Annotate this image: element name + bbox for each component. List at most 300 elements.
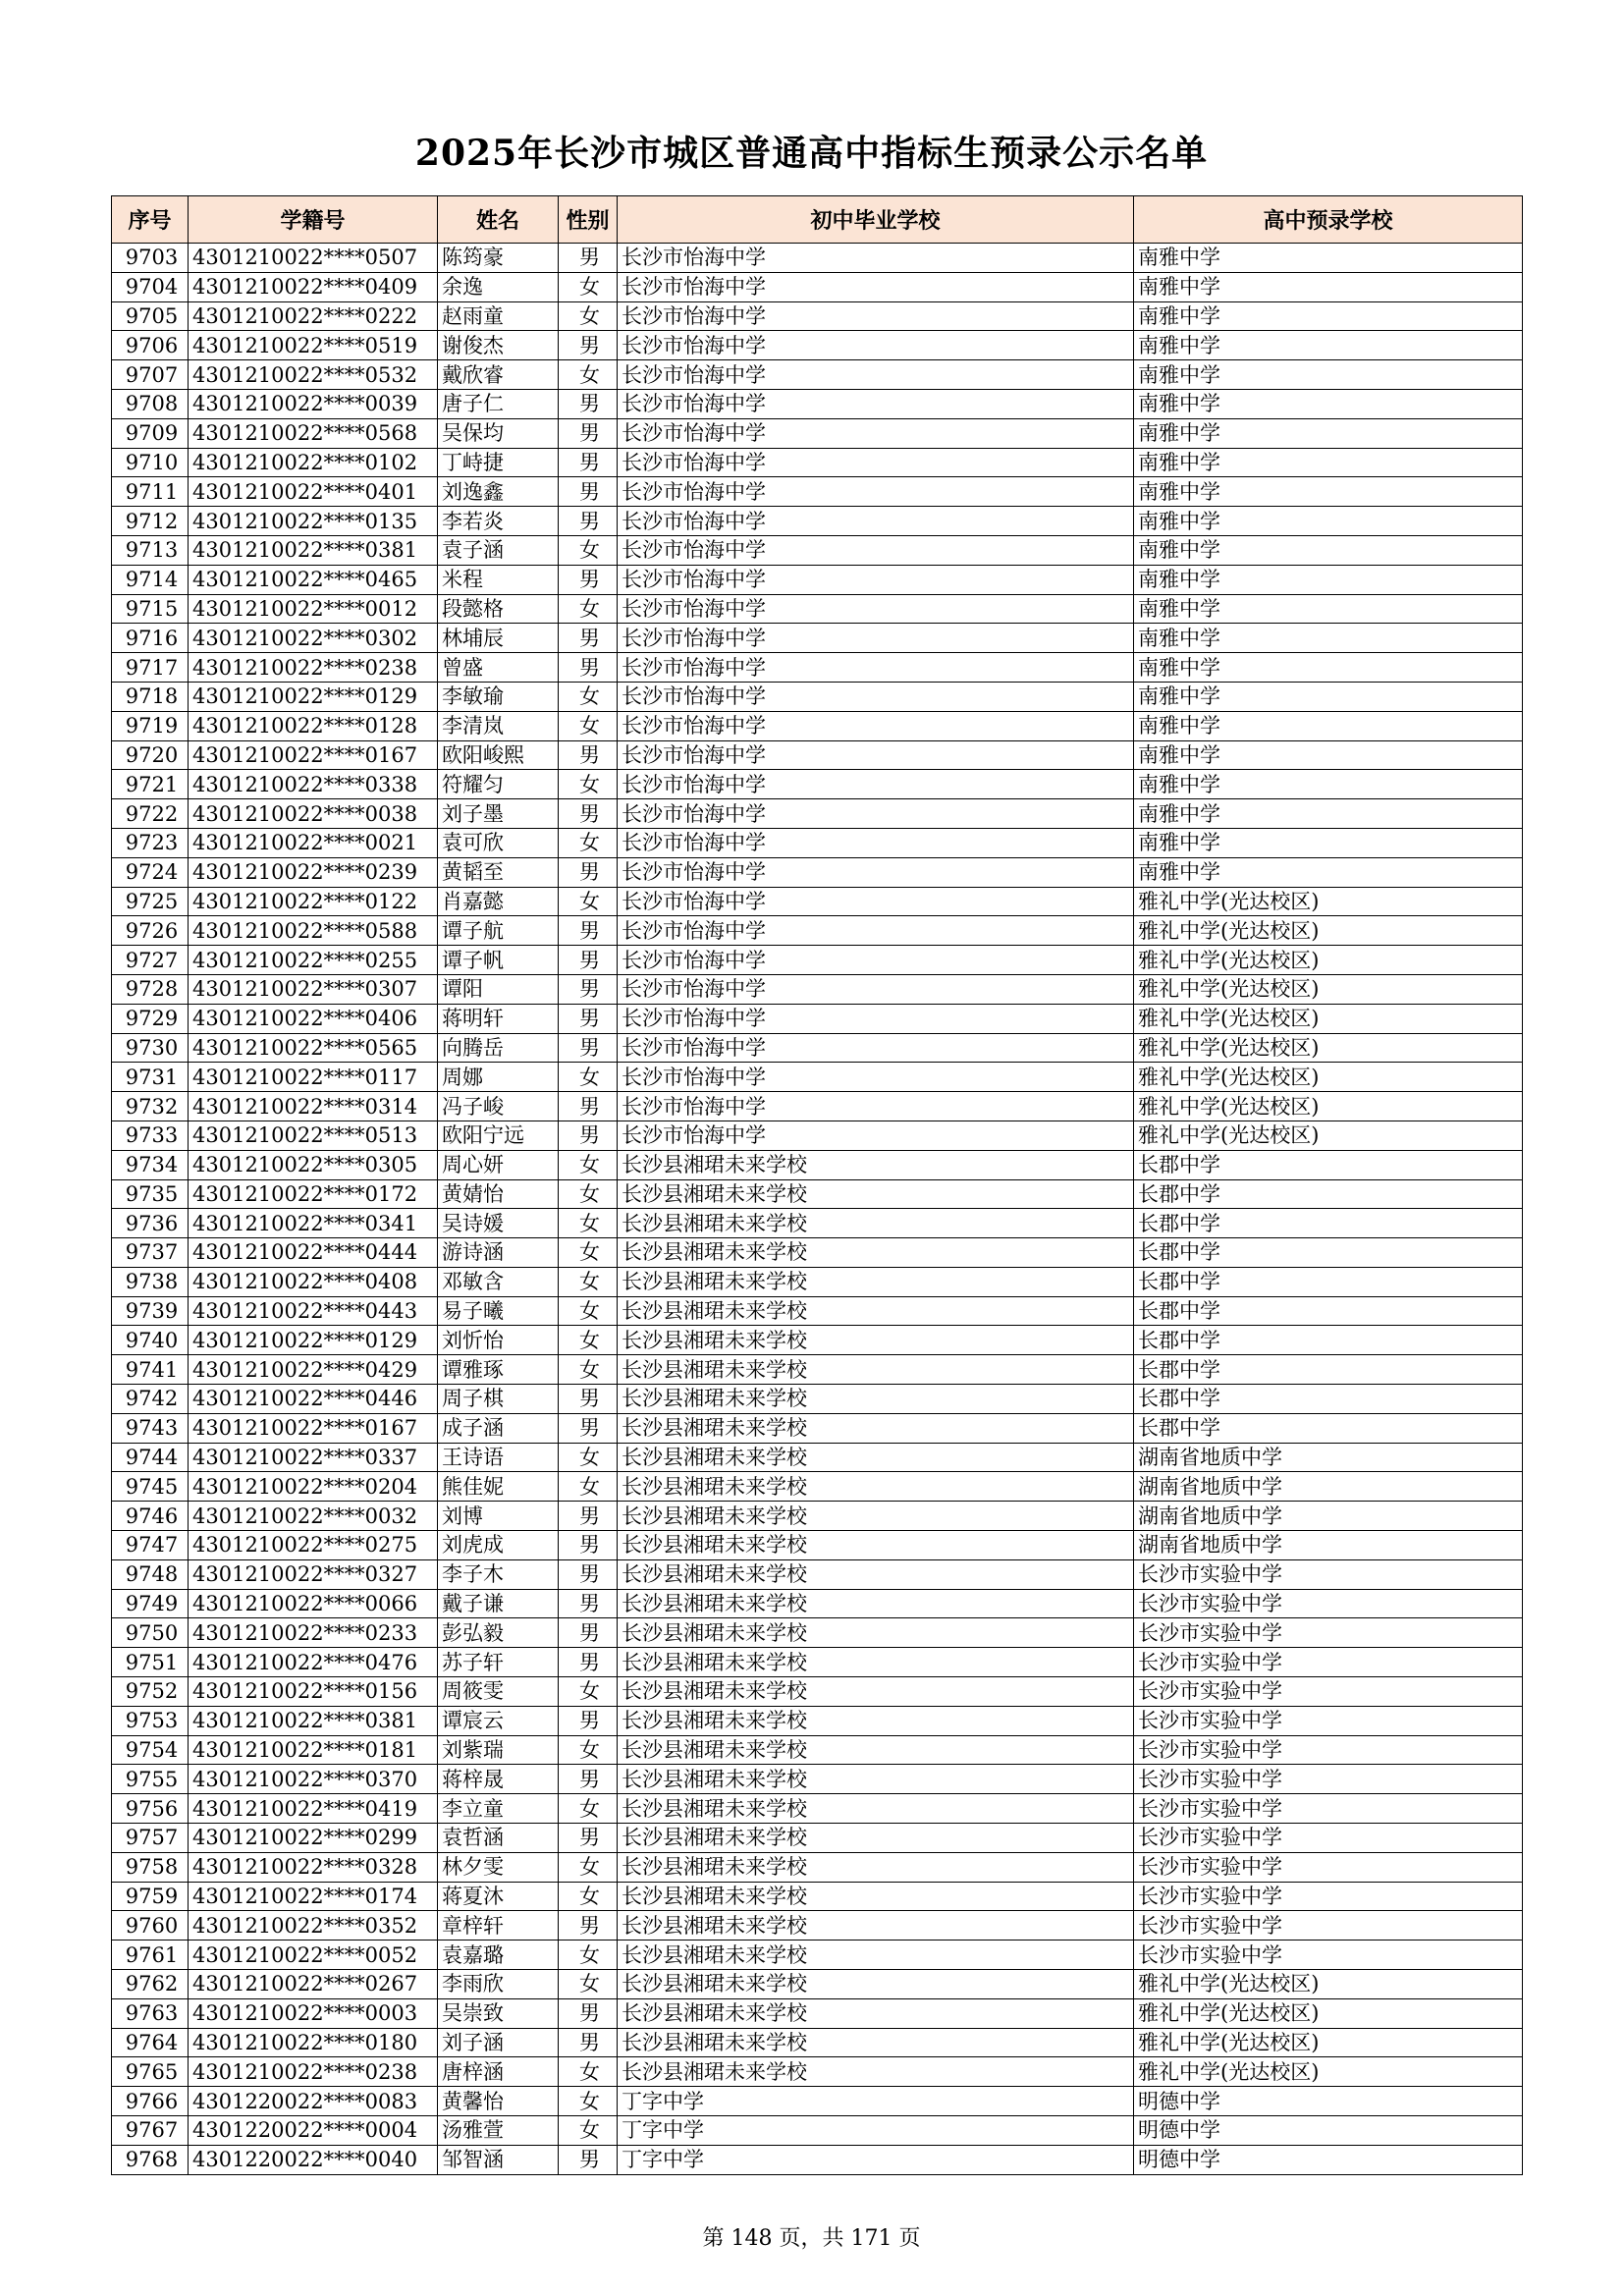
cell-senior-school: 雅礼中学(光达校区) (1134, 1063, 1523, 1092)
cell-senior-school: 长郡中学 (1134, 1296, 1523, 1326)
cell-senior-school: 长沙市实验中学 (1134, 1882, 1523, 1911)
cell-seq: 9753 (112, 1706, 189, 1735)
header-student-id: 学籍号 (189, 196, 438, 244)
cell-gender: 女 (559, 1443, 618, 1472)
cell-name: 陈筠豪 (438, 244, 559, 273)
cell-gender: 女 (559, 1852, 618, 1882)
cell-name: 袁子涵 (438, 535, 559, 565)
cell-gender: 男 (559, 1648, 618, 1677)
cell-junior-school: 长沙县湘珺未来学校 (618, 1413, 1134, 1443)
cell-seq: 9744 (112, 1443, 189, 1472)
cell-seq: 9720 (112, 740, 189, 770)
cell-senior-school: 雅礼中学(光达校区) (1134, 1121, 1523, 1150)
cell-senior-school: 南雅中学 (1134, 857, 1523, 887)
cell-seq: 9759 (112, 1882, 189, 1911)
cell-seq: 9763 (112, 1998, 189, 2028)
cell-student-id: 4301210022****0238 (189, 2057, 438, 2087)
cell-junior-school: 长沙县湘珺未来学校 (618, 1238, 1134, 1268)
cell-gender: 女 (559, 1677, 618, 1707)
cell-seq: 9718 (112, 682, 189, 711)
cell-seq: 9733 (112, 1121, 189, 1150)
cell-gender: 女 (559, 594, 618, 624)
cell-gender: 男 (559, 740, 618, 770)
cell-name: 刘子涵 (438, 2028, 559, 2057)
cell-gender: 女 (559, 1794, 618, 1824)
cell-junior-school: 长沙市怡海中学 (618, 535, 1134, 565)
cell-gender: 女 (559, 2057, 618, 2087)
cell-junior-school: 长沙县湘珺未来学校 (618, 1765, 1134, 1794)
cell-seq: 9712 (112, 507, 189, 536)
cell-student-id: 4301210022****0507 (189, 244, 438, 273)
cell-junior-school: 长沙县湘珺未来学校 (618, 1209, 1134, 1238)
table-row (112, 1296, 1523, 1326)
table-row (112, 1941, 1523, 1970)
cell-junior-school: 长沙县湘珺未来学校 (618, 1998, 1134, 2028)
cell-junior-school: 长沙县湘珺未来学校 (618, 1618, 1134, 1648)
cell-gender: 男 (559, 1618, 618, 1648)
cell-gender: 女 (559, 1941, 618, 1970)
cell-student-id: 4301210022****0465 (189, 565, 438, 594)
cell-senior-school: 明德中学 (1134, 2116, 1523, 2146)
cell-gender: 男 (559, 946, 618, 975)
cell-gender: 男 (559, 2145, 618, 2174)
cell-student-id: 4301210022****0129 (189, 1326, 438, 1355)
cell-junior-school: 长沙市怡海中学 (618, 857, 1134, 887)
cell-senior-school: 长郡中学 (1134, 1385, 1523, 1414)
cell-gender: 女 (559, 2087, 618, 2116)
table-row (112, 1618, 1523, 1648)
cell-senior-school: 长郡中学 (1134, 1238, 1523, 1268)
cell-gender: 男 (559, 624, 618, 653)
cell-junior-school: 长沙市怡海中学 (618, 974, 1134, 1004)
cell-student-id: 4301210022****0039 (189, 389, 438, 418)
cell-gender: 男 (559, 1824, 618, 1853)
cell-gender: 女 (559, 1267, 618, 1296)
cell-student-id: 4301210022****0012 (189, 594, 438, 624)
cell-junior-school: 长沙县湘珺未来学校 (618, 1735, 1134, 1765)
cell-junior-school: 长沙县湘珺未来学校 (618, 1970, 1134, 1999)
table-row (112, 1765, 1523, 1794)
cell-student-id: 4301210022****0337 (189, 1443, 438, 1472)
cell-student-id: 4301210022****0102 (189, 448, 438, 477)
cell-name: 李若炎 (438, 507, 559, 536)
cell-senior-school: 南雅中学 (1134, 272, 1523, 301)
cell-senior-school: 湖南省地质中学 (1134, 1502, 1523, 1531)
cell-senior-school: 南雅中学 (1134, 799, 1523, 829)
cell-junior-school: 长沙县湘珺未来学校 (618, 1150, 1134, 1179)
cell-student-id: 4301210022****0204 (189, 1472, 438, 1502)
cell-seq: 9708 (112, 389, 189, 418)
cell-junior-school: 长沙市怡海中学 (618, 360, 1134, 390)
cell-name: 邓敏含 (438, 1267, 559, 1296)
cell-name: 吴崇致 (438, 1998, 559, 2028)
cell-senior-school: 明德中学 (1134, 2087, 1523, 2116)
cell-student-id: 4301210022****0117 (189, 1063, 438, 1092)
cell-seq: 9707 (112, 360, 189, 390)
cell-seq: 9709 (112, 418, 189, 448)
cell-senior-school: 南雅中学 (1134, 448, 1523, 477)
cell-gender: 男 (559, 1004, 618, 1033)
cell-junior-school: 长沙县湘珺未来学校 (618, 1531, 1134, 1560)
table-row (112, 1063, 1523, 1092)
cell-gender: 女 (559, 1326, 618, 1355)
cell-junior-school: 长沙县湘珺未来学校 (618, 1385, 1134, 1414)
cell-gender: 男 (559, 2028, 618, 2057)
table-row (112, 1794, 1523, 1824)
cell-senior-school: 湖南省地质中学 (1134, 1472, 1523, 1502)
cell-senior-school: 南雅中学 (1134, 389, 1523, 418)
cell-gender: 男 (559, 331, 618, 360)
table-row (112, 1121, 1523, 1150)
cell-name: 彭弘毅 (438, 1618, 559, 1648)
cell-gender: 男 (559, 1092, 618, 1121)
cell-junior-school: 长沙市怡海中学 (618, 828, 1134, 857)
cell-student-id: 4301210022****0129 (189, 682, 438, 711)
cell-name: 章梓轩 (438, 1911, 559, 1941)
cell-seq: 9742 (112, 1385, 189, 1414)
cell-junior-school: 长沙市怡海中学 (618, 887, 1134, 916)
cell-student-id: 4301210022****0128 (189, 711, 438, 740)
cell-name: 赵雨童 (438, 301, 559, 331)
cell-seq: 9711 (112, 477, 189, 507)
table-row (112, 331, 1523, 360)
header-senior-school: 高中预录学校 (1134, 196, 1523, 244)
cell-seq: 9719 (112, 711, 189, 740)
cell-name: 唐梓涵 (438, 2057, 559, 2087)
cell-student-id: 4301210022****0444 (189, 1238, 438, 1268)
cell-senior-school: 南雅中学 (1134, 565, 1523, 594)
cell-gender: 男 (559, 974, 618, 1004)
cell-senior-school: 雅礼中学(光达校区) (1134, 1970, 1523, 1999)
cell-senior-school: 长郡中学 (1134, 1150, 1523, 1179)
cell-junior-school: 长沙县湘珺未来学校 (618, 1911, 1134, 1941)
cell-seq: 9745 (112, 1472, 189, 1502)
cell-name: 谭宸云 (438, 1706, 559, 1735)
cell-junior-school: 长沙市怡海中学 (618, 301, 1134, 331)
table-row (112, 1238, 1523, 1268)
cell-seq: 9736 (112, 1209, 189, 1238)
cell-senior-school: 雅礼中学(光达校区) (1134, 887, 1523, 916)
table-row (112, 1824, 1523, 1853)
cell-student-id: 4301210022****0370 (189, 1765, 438, 1794)
cell-student-id: 4301210022****0275 (189, 1531, 438, 1560)
cell-name: 王诗语 (438, 1443, 559, 1472)
cell-student-id: 4301210022****0305 (189, 1150, 438, 1179)
cell-junior-school: 长沙市怡海中学 (618, 1063, 1134, 1092)
cell-student-id: 4301210022****0135 (189, 507, 438, 536)
cell-gender: 女 (559, 1150, 618, 1179)
cell-senior-school: 南雅中学 (1134, 711, 1523, 740)
table-row (112, 1413, 1523, 1443)
cell-student-id: 4301210022****0222 (189, 301, 438, 331)
cell-gender: 女 (559, 1355, 618, 1385)
cell-name: 周心妍 (438, 1150, 559, 1179)
table-row (112, 653, 1523, 683)
cell-gender: 男 (559, 1385, 618, 1414)
table-row (112, 1472, 1523, 1502)
cell-student-id: 4301210022****0302 (189, 624, 438, 653)
cell-senior-school: 湖南省地质中学 (1134, 1443, 1523, 1472)
cell-junior-school: 长沙市怡海中学 (618, 1033, 1134, 1063)
cell-seq: 9747 (112, 1531, 189, 1560)
cell-name: 刘子墨 (438, 799, 559, 829)
cell-name: 蒋梓晟 (438, 1765, 559, 1794)
cell-gender: 女 (559, 301, 618, 331)
cell-junior-school: 长沙市怡海中学 (618, 711, 1134, 740)
table-row (112, 448, 1523, 477)
cell-gender: 男 (559, 477, 618, 507)
cell-student-id: 4301210022****0255 (189, 946, 438, 975)
cell-student-id: 4301210022****0327 (189, 1559, 438, 1589)
table-row (112, 711, 1523, 740)
cell-seq: 9735 (112, 1179, 189, 1209)
cell-junior-school: 长沙市怡海中学 (618, 244, 1134, 273)
cell-name: 吴诗媛 (438, 1209, 559, 1238)
cell-junior-school: 长沙县湘珺未来学校 (618, 1648, 1134, 1677)
cell-senior-school: 长沙市实验中学 (1134, 1706, 1523, 1735)
cell-gender: 女 (559, 1238, 618, 1268)
cell-junior-school: 长沙县湘珺未来学校 (618, 1296, 1134, 1326)
cell-name: 谢俊杰 (438, 331, 559, 360)
cell-student-id: 4301220022****0040 (189, 2145, 438, 2174)
cell-student-id: 4301210022****0307 (189, 974, 438, 1004)
cell-name: 周筱雯 (438, 1677, 559, 1707)
cell-seq: 9737 (112, 1238, 189, 1268)
cell-senior-school: 雅礼中学(光达校区) (1134, 2057, 1523, 2087)
table-row (112, 535, 1523, 565)
cell-name: 李雨欣 (438, 1970, 559, 1999)
cell-student-id: 4301210022****0122 (189, 887, 438, 916)
cell-student-id: 4301220022****0004 (189, 2116, 438, 2146)
table-row (112, 1970, 1523, 1999)
cell-name: 肖嘉懿 (438, 887, 559, 916)
cell-senior-school: 南雅中学 (1134, 770, 1523, 799)
cell-student-id: 4301210022****0239 (189, 857, 438, 887)
table-row (112, 2116, 1523, 2146)
cell-junior-school: 长沙县湘珺未来学校 (618, 1179, 1134, 1209)
cell-name: 袁可欣 (438, 828, 559, 857)
cell-student-id: 4301210022****0174 (189, 1882, 438, 1911)
cell-junior-school: 长沙县湘珺未来学校 (618, 1443, 1134, 1472)
cell-senior-school: 湖南省地质中学 (1134, 1531, 1523, 1560)
table-row (112, 507, 1523, 536)
cell-seq: 9761 (112, 1941, 189, 1970)
cell-junior-school: 长沙县湘珺未来学校 (618, 1677, 1134, 1707)
cell-name: 刘博 (438, 1502, 559, 1531)
cell-name: 冯子峻 (438, 1092, 559, 1121)
cell-gender: 男 (559, 1502, 618, 1531)
cell-seq: 9713 (112, 535, 189, 565)
cell-name: 易子曦 (438, 1296, 559, 1326)
document-title: 2025年长沙市城区普通高中指标生预录公示名单 (414, 133, 1209, 174)
cell-senior-school: 南雅中学 (1134, 477, 1523, 507)
table-row (112, 1998, 1523, 2028)
cell-seq: 9717 (112, 653, 189, 683)
cell-senior-school: 长沙市实验中学 (1134, 1941, 1523, 1970)
cell-name: 欧阳峻熙 (438, 740, 559, 770)
cell-name: 林夕雯 (438, 1852, 559, 1882)
cell-junior-school: 长沙市怡海中学 (618, 1121, 1134, 1150)
cell-gender: 男 (559, 1033, 618, 1063)
cell-seq: 9743 (112, 1413, 189, 1443)
cell-name: 李立童 (438, 1794, 559, 1824)
table-row (112, 1385, 1523, 1414)
table-row (112, 389, 1523, 418)
table-row (112, 1531, 1523, 1560)
cell-gender: 男 (559, 1706, 618, 1735)
cell-name: 李子木 (438, 1559, 559, 1589)
cell-junior-school: 长沙县湘珺未来学校 (618, 1326, 1134, 1355)
cell-seq: 9727 (112, 946, 189, 975)
cell-student-id: 4301210022****0565 (189, 1033, 438, 1063)
table-row (112, 740, 1523, 770)
cell-student-id: 4301210022****0519 (189, 331, 438, 360)
cell-seq: 9723 (112, 828, 189, 857)
cell-name: 汤雅萱 (438, 2116, 559, 2146)
table-row (112, 887, 1523, 916)
cell-senior-school: 长沙市实验中学 (1134, 1824, 1523, 1853)
cell-seq: 9730 (112, 1033, 189, 1063)
cell-junior-school: 长沙县湘珺未来学校 (618, 1824, 1134, 1853)
cell-student-id: 4301210022****0021 (189, 828, 438, 857)
cell-name: 戴欣睿 (438, 360, 559, 390)
cell-student-id: 4301210022****0338 (189, 770, 438, 799)
cell-seq: 9704 (112, 272, 189, 301)
cell-name: 谭子航 (438, 916, 559, 946)
cell-gender: 女 (559, 711, 618, 740)
cell-student-id: 4301210022****0233 (189, 1618, 438, 1648)
cell-seq: 9746 (112, 1502, 189, 1531)
cell-seq: 9750 (112, 1618, 189, 1648)
cell-senior-school: 雅礼中学(光达校区) (1134, 1998, 1523, 2028)
cell-junior-school: 长沙市怡海中学 (618, 418, 1134, 448)
cell-seq: 9710 (112, 448, 189, 477)
cell-student-id: 4301210022****0328 (189, 1852, 438, 1882)
cell-student-id: 4301210022****0299 (189, 1824, 438, 1853)
cell-gender: 女 (559, 1063, 618, 1092)
cell-name: 余逸 (438, 272, 559, 301)
cell-student-id: 4301210022****0419 (189, 1794, 438, 1824)
cell-student-id: 4301220022****0083 (189, 2087, 438, 2116)
table-row (112, 360, 1523, 390)
cell-student-id: 4301210022****0066 (189, 1589, 438, 1618)
cell-junior-school: 长沙市怡海中学 (618, 1004, 1134, 1033)
cell-senior-school: 长郡中学 (1134, 1413, 1523, 1443)
cell-gender: 女 (559, 535, 618, 565)
cell-student-id: 4301210022****0003 (189, 1998, 438, 2028)
cell-senior-school: 长沙市实验中学 (1134, 1794, 1523, 1824)
cell-junior-school: 长沙市怡海中学 (618, 653, 1134, 683)
cell-student-id: 4301210022****0341 (189, 1209, 438, 1238)
cell-student-id: 4301210022****0314 (189, 1092, 438, 1121)
cell-gender: 男 (559, 565, 618, 594)
cell-seq: 9703 (112, 244, 189, 273)
cell-senior-school: 长沙市实验中学 (1134, 1911, 1523, 1941)
cell-junior-school: 长沙市怡海中学 (618, 916, 1134, 946)
cell-gender: 男 (559, 1559, 618, 1589)
cell-student-id: 4301210022****0267 (189, 1970, 438, 1999)
cell-seq: 9724 (112, 857, 189, 887)
cell-seq: 9757 (112, 1824, 189, 1853)
cell-senior-school: 南雅中学 (1134, 244, 1523, 273)
cell-senior-school: 雅礼中学(光达校区) (1134, 1092, 1523, 1121)
cell-seq: 9754 (112, 1735, 189, 1765)
table-row (112, 1911, 1523, 1941)
cell-seq: 9729 (112, 1004, 189, 1033)
cell-student-id: 4301210022****0588 (189, 916, 438, 946)
cell-senior-school: 长郡中学 (1134, 1355, 1523, 1385)
cell-student-id: 4301210022****0406 (189, 1004, 438, 1033)
page-footer: 第 148 页，共 171 页 (702, 2226, 921, 2251)
cell-name: 向腾岳 (438, 1033, 559, 1063)
cell-junior-school: 长沙市怡海中学 (618, 799, 1134, 829)
table-row (112, 1033, 1523, 1063)
cell-name: 苏子轩 (438, 1648, 559, 1677)
cell-student-id: 4301210022****0409 (189, 272, 438, 301)
table-row (112, 2057, 1523, 2087)
cell-senior-school: 长沙市实验中学 (1134, 1735, 1523, 1765)
cell-student-id: 4301210022****0352 (189, 1911, 438, 1941)
cell-student-id: 4301210022****0381 (189, 535, 438, 565)
cell-gender: 女 (559, 1209, 618, 1238)
table-row (112, 1150, 1523, 1179)
cell-student-id: 4301210022****0238 (189, 653, 438, 683)
cell-name: 欧阳宁远 (438, 1121, 559, 1150)
cell-student-id: 4301210022****0513 (189, 1121, 438, 1150)
cell-gender: 女 (559, 828, 618, 857)
cell-name: 周娜 (438, 1063, 559, 1092)
table-row (112, 244, 1523, 273)
cell-student-id: 4301210022****0167 (189, 1413, 438, 1443)
cell-name: 刘逸鑫 (438, 477, 559, 507)
cell-name: 刘紫瑞 (438, 1735, 559, 1765)
cell-gender: 女 (559, 1882, 618, 1911)
cell-name: 周子棋 (438, 1385, 559, 1414)
cell-gender: 女 (559, 1735, 618, 1765)
cell-name: 刘忻怡 (438, 1326, 559, 1355)
cell-gender: 男 (559, 244, 618, 273)
cell-name: 黄韬至 (438, 857, 559, 887)
cell-gender: 男 (559, 1413, 618, 1443)
cell-junior-school: 长沙市怡海中学 (618, 594, 1134, 624)
cell-seq: 9755 (112, 1765, 189, 1794)
cell-student-id: 4301210022****0172 (189, 1179, 438, 1209)
cell-junior-school: 长沙市怡海中学 (618, 740, 1134, 770)
cell-student-id: 4301210022****0408 (189, 1267, 438, 1296)
table-row (112, 1589, 1523, 1618)
table-row (112, 1706, 1523, 1735)
cell-seq: 9715 (112, 594, 189, 624)
cell-junior-school: 长沙县湘珺未来学校 (618, 1882, 1134, 1911)
cell-name: 戴子谦 (438, 1589, 559, 1618)
cell-seq: 9728 (112, 974, 189, 1004)
cell-junior-school: 长沙县湘珺未来学校 (618, 1267, 1134, 1296)
table-row (112, 301, 1523, 331)
table-row (112, 1559, 1523, 1589)
cell-senior-school: 长郡中学 (1134, 1326, 1523, 1355)
table-row (112, 1092, 1523, 1121)
cell-gender: 女 (559, 770, 618, 799)
cell-senior-school: 南雅中学 (1134, 594, 1523, 624)
cell-name: 林埔辰 (438, 624, 559, 653)
cell-seq: 9751 (112, 1648, 189, 1677)
cell-junior-school: 长沙县湘珺未来学校 (618, 1794, 1134, 1824)
cell-gender: 女 (559, 2116, 618, 2146)
cell-gender: 女 (559, 1296, 618, 1326)
cell-junior-school: 长沙县湘珺未来学校 (618, 1355, 1134, 1385)
cell-junior-school: 丁字中学 (618, 2116, 1134, 2146)
cell-gender: 男 (559, 857, 618, 887)
